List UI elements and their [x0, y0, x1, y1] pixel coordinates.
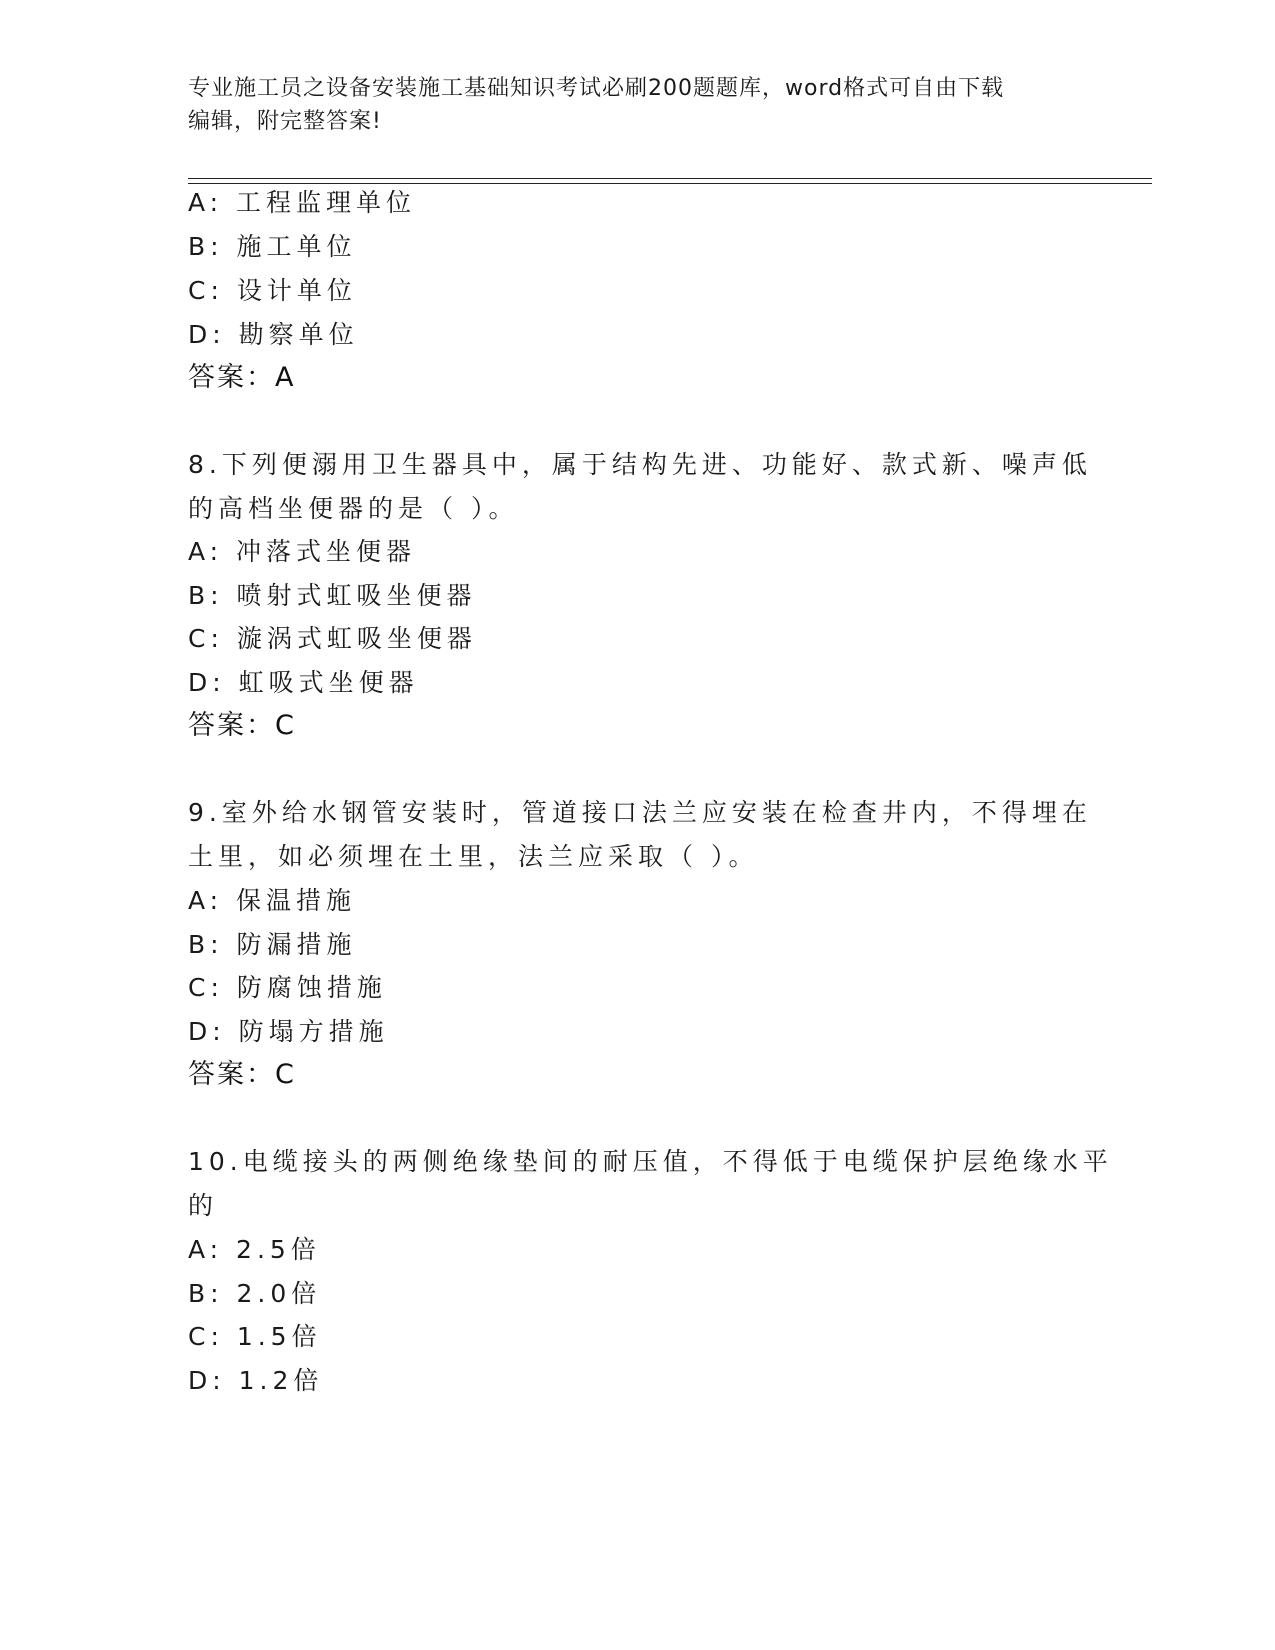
q8-stem-line-2: 的高档坐便器的是（ ）。: [188, 494, 519, 523]
q7-answer: 答案：A: [188, 362, 296, 393]
q8-option-c: C: 漩涡式虹吸坐便器: [188, 624, 477, 653]
q8-stem-line-1: 8.下列便溺用卫生器具中，属于结构先进、功能好、款式新、噪声低: [188, 450, 1092, 479]
q9-option-b: B: 防漏措施: [188, 930, 357, 959]
header-title-line-1: 专业施工员之设备安装施工基础知识考试必刷200题题库，word格式可自由下载: [188, 76, 1005, 101]
q8-answer: 答案：C: [188, 710, 296, 741]
q10-option-b: B: 2.0倍: [188, 1279, 322, 1308]
q10-option-c: C: 1.5倍: [188, 1322, 322, 1351]
q9-option-d: D: 防塌方措施: [188, 1017, 389, 1046]
header-divider-top: [188, 178, 1152, 179]
q7-option-b: B: 施工单位: [188, 232, 357, 261]
header-divider-bottom: [188, 183, 1152, 184]
q7-option-a: A: 工程监理单位: [188, 188, 417, 217]
q9-stem-line-2: 土里，如必须埋在土里，法兰应采取（ ）。: [188, 842, 759, 871]
document-header: [188, 72, 1088, 138]
header-title-line-2: 编辑，附完整答案!: [188, 109, 382, 134]
q9-stem-line-1: 9.室外给水钢管安装时，管道接口法兰应安装在检查井内，不得埋在: [188, 798, 1092, 827]
q10-stem-line-2: 的: [188, 1191, 219, 1220]
q9-answer: 答案：C: [188, 1059, 296, 1090]
q10-option-d: D: 1.2倍: [188, 1366, 324, 1395]
q10-stem-line-1: 10.电缆接头的两侧绝缘垫间的耐压值，不得低于电缆保护层绝缘水平: [188, 1147, 1113, 1176]
q8-option-a: A: 冲落式坐便器: [188, 537, 417, 566]
q9-option-c: C: 防腐蚀措施: [188, 973, 387, 1002]
q7-option-d: D: 勘察单位: [188, 320, 359, 349]
q9-option-a: A: 保温措施: [188, 886, 357, 915]
q7-option-c: C: 设计单位: [188, 276, 357, 305]
q10-option-a: A: 2.5倍: [188, 1235, 321, 1264]
q8-option-d: D: 虹吸式坐便器: [188, 668, 419, 697]
q8-option-b: B: 喷射式虹吸坐便器: [188, 581, 477, 610]
